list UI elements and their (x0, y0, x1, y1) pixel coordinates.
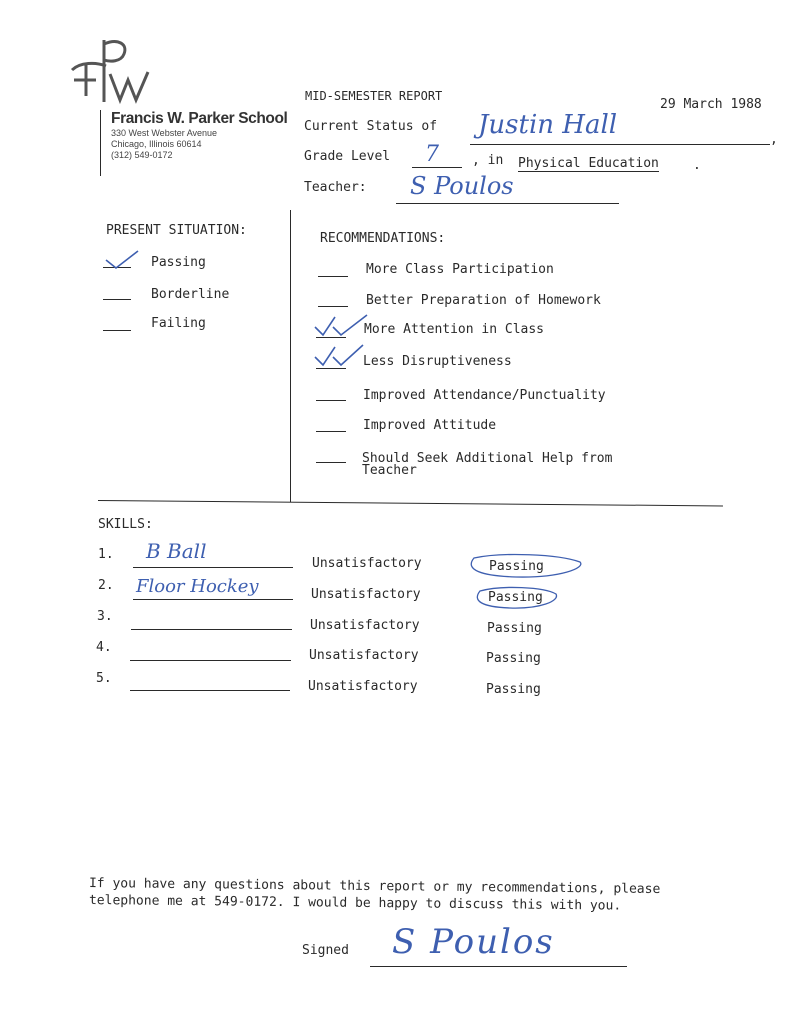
student-name: Justin Hall (478, 110, 618, 140)
situation-blank[interactable] (103, 330, 131, 331)
signature: S Poulos (392, 922, 555, 962)
checkmark-icon (313, 343, 367, 369)
skill-number: 3. (97, 609, 113, 624)
section-divider (290, 210, 291, 502)
situation-label: Passing (151, 255, 206, 270)
skills-heading: SKILLS: (98, 517, 153, 532)
passing-option[interactable]: Passing (488, 590, 543, 605)
situation-heading: PRESENT SITUATION: (106, 223, 247, 238)
checkmark-icon (104, 248, 142, 272)
skill-number: 1. (98, 547, 114, 562)
skill-name: B Ball (146, 539, 207, 563)
unsatisfactory-option[interactable]: Unsatisfactory (312, 556, 422, 571)
recommendation-label: Better Preparation of Homework (366, 293, 601, 308)
recommendations-heading: RECOMMENDATIONS: (320, 231, 446, 246)
recommendation-blank[interactable] (318, 306, 348, 307)
signed-label: Signed (302, 943, 349, 958)
in-label: , in (472, 153, 504, 168)
school-city: Chicago, Illinois 60614 (111, 139, 202, 149)
circle-mark-icon (470, 585, 560, 611)
situation-label: Borderline (151, 287, 230, 302)
skill-number: 5. (96, 671, 112, 686)
contact-note-line-1: If you have any questions about this report or my recommendations, please (88, 876, 661, 897)
student-name-line (470, 144, 770, 145)
recommendation-blank[interactable] (318, 276, 348, 277)
unsatisfactory-option[interactable]: Unsatisfactory (310, 618, 420, 633)
letterhead-divider (100, 110, 101, 176)
recommendation-label: More Class Participation (366, 262, 554, 277)
school-phone: (312) 549-0172 (111, 150, 173, 160)
signature-line (370, 966, 627, 967)
school-logo (66, 36, 152, 108)
passing-option[interactable]: Passing (487, 621, 542, 636)
recommendation-label: Improved Attendance/Punctuality (363, 388, 606, 403)
recommendation-blank[interactable] (316, 431, 346, 432)
skill-name: Floor Hockey (136, 576, 259, 597)
report-date: 29 March 1988 (660, 97, 762, 112)
school-name: Francis W. Parker School (111, 110, 288, 127)
teacher-label: Teacher: (304, 180, 367, 195)
skill-line[interactable] (133, 567, 293, 568)
grade-line (412, 167, 462, 168)
section-separator (98, 500, 723, 506)
unsatisfactory-option[interactable]: Unsatisfactory (309, 648, 419, 663)
grade-value: 7 (425, 142, 439, 167)
circle-mark-icon (462, 552, 586, 580)
recommendation-label: Less Disruptiveness (363, 354, 512, 369)
recommendation-blank[interactable] (316, 400, 346, 401)
recommendation-label: Should Seek Additional Help from (362, 451, 613, 466)
status-comma: , (770, 132, 778, 147)
teacher-name: S Poulos (410, 172, 514, 200)
subject-period: . (693, 158, 701, 173)
recommendation-label: More Attention in Class (364, 322, 545, 337)
passing-option[interactable]: Passing (486, 682, 541, 697)
skill-line[interactable] (130, 660, 291, 661)
school-address: 330 West Webster Avenue (111, 128, 218, 138)
grade-label: Grade Level (304, 149, 391, 164)
recommendation-label: Improved Attitude (363, 418, 497, 433)
skill-number: 2. (98, 578, 114, 593)
status-label: Current Status of (304, 119, 438, 134)
contact-note-line-2: telephone me at 549-0172. I would be happy to discuss this with you. (88, 893, 622, 914)
skill-line[interactable] (130, 690, 290, 691)
teacher-line (396, 203, 619, 204)
report-title: MID-SEMESTER REPORT (305, 89, 443, 103)
situation-label: Failing (151, 316, 206, 331)
skill-number: 4. (96, 640, 112, 655)
skill-line[interactable] (131, 629, 292, 630)
recommendation-label-continued: Teacher (362, 463, 417, 478)
recommendation-blank[interactable] (316, 462, 346, 463)
passing-option[interactable]: Passing (486, 651, 541, 666)
situation-blank[interactable] (103, 299, 131, 300)
skill-line[interactable] (133, 599, 293, 600)
unsatisfactory-option[interactable]: Unsatisfactory (308, 679, 418, 694)
subject-label: Physical Education (518, 156, 659, 171)
checkmark-icon (313, 313, 371, 339)
unsatisfactory-option[interactable]: Unsatisfactory (311, 587, 421, 602)
fwp-monogram-icon (66, 36, 152, 108)
passing-option[interactable]: Passing (489, 559, 544, 574)
